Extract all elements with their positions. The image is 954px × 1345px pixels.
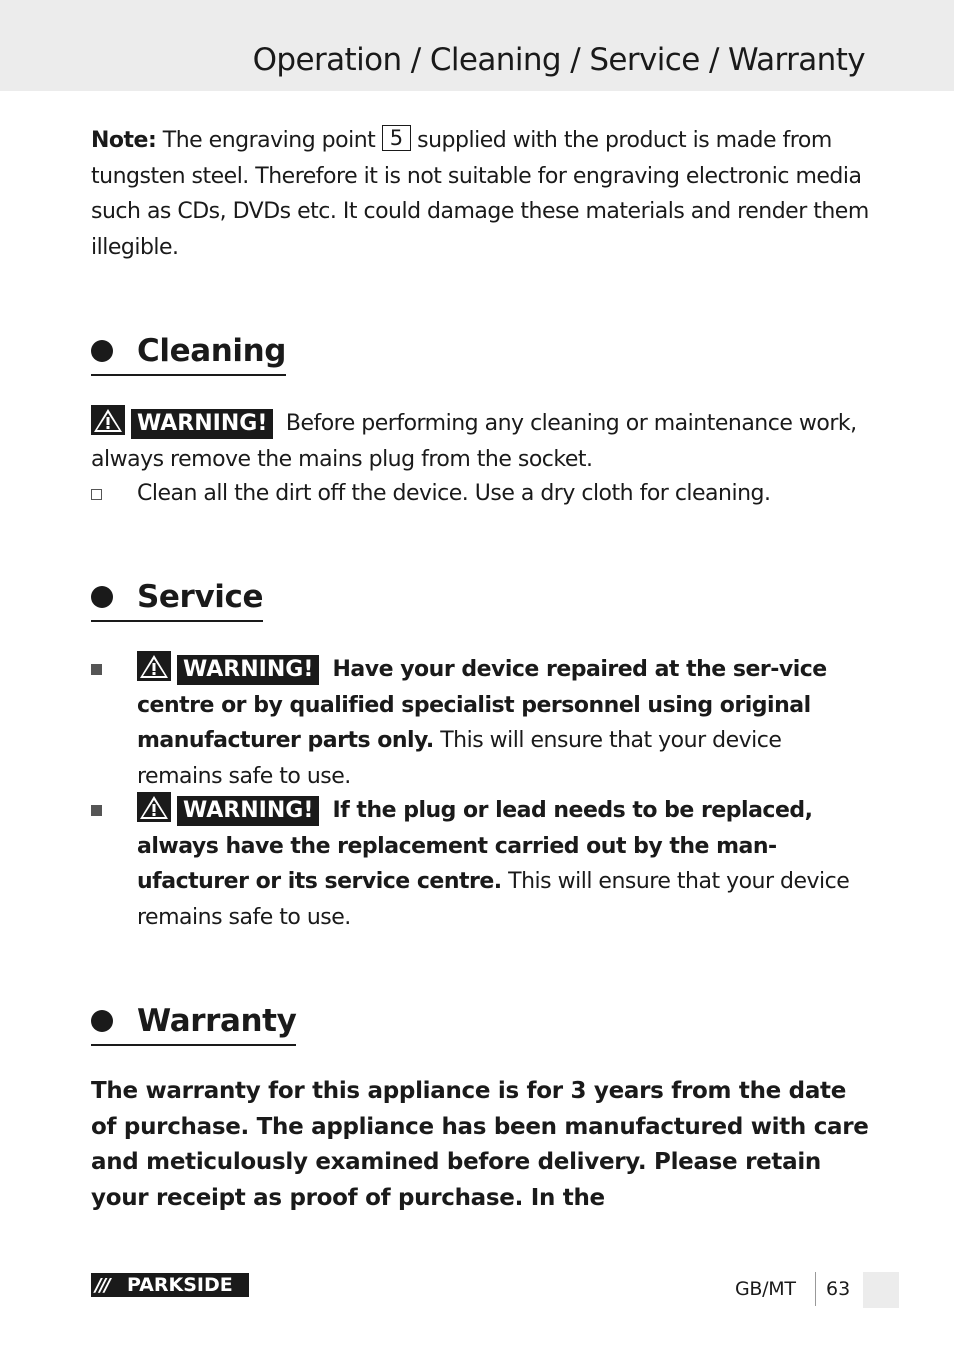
service-item-bold-text: Have your device repaired at the ser-vice centre or by qualified specialist personnel using original manufacturer parts only. xyxy=(137,657,827,753)
cleaning-item-text: Clean all the dirt off the device. Use a dry cloth for cleaning. xyxy=(137,481,771,506)
note-label: Note: xyxy=(91,128,157,153)
note-text-after: supplied with the product is made from tungsten steel. Therefore it is not suitable for engraving electronic media such as CDs, DVDs etc. It could damage these materials and render them illegible. xyxy=(91,128,869,260)
warning-label: WARNING! xyxy=(177,796,319,826)
service-item-bold-text: If the plug or lead needs to be replaced, always have the replacement carried out by the man-ufacturer or its service centre. xyxy=(137,798,813,894)
warning-triangle-icon xyxy=(137,651,171,681)
bullet-dot-icon xyxy=(91,340,113,362)
bullet-dot-icon xyxy=(91,1010,113,1032)
page-number: 63 xyxy=(826,1278,851,1300)
service-list-item xyxy=(91,792,871,935)
section-heading-cleaning xyxy=(91,328,286,376)
checkbox-bullet-icon xyxy=(91,489,102,500)
footer-grey-box xyxy=(863,1272,899,1308)
page-header-title: Operation / Cleaning / Service / Warranty xyxy=(252,42,865,78)
cleaning-warning-text: Before performing any cleaning or maintenance work, always remove the mains plug from the socket. xyxy=(91,411,857,472)
square-bullet-icon xyxy=(91,805,102,816)
section-heading-warranty xyxy=(91,998,296,1046)
warranty-paragraph: The warranty for this appliance is for 3 years from the date of purchase. The appliance has been manufactured with care and meticulously examined before delivery. Please retain your receipt as proof of purchase. In the xyxy=(91,1078,869,1211)
parkside-logo xyxy=(91,1273,249,1297)
service-item-normal-text: This will ensure that your device remains safe to use. xyxy=(137,728,782,789)
bullet-dot-icon xyxy=(91,586,113,608)
section-heading-service xyxy=(91,574,263,622)
service-heading-text: Service xyxy=(137,579,264,615)
logo-stripes: /// xyxy=(95,1274,109,1296)
service-list-item xyxy=(91,651,871,794)
cleaning-heading-text: Cleaning xyxy=(137,333,287,369)
footer-divider xyxy=(815,1272,816,1306)
warranty-heading-text: Warranty xyxy=(137,1003,297,1039)
warning-triangle-icon xyxy=(91,405,125,435)
note-paragraph xyxy=(91,123,871,265)
service-item-text xyxy=(137,651,871,794)
cleaning-warning-paragraph xyxy=(91,405,871,477)
service-item-text xyxy=(137,792,871,935)
warning-label: WARNING! xyxy=(177,655,319,685)
cleaning-list-item xyxy=(91,476,871,512)
footer-language-code: GB/MT xyxy=(735,1278,796,1300)
warning-triangle-icon xyxy=(137,792,171,822)
service-item-normal-text: This will ensure that your device remains safe to use. xyxy=(137,869,850,930)
square-bullet-icon xyxy=(91,664,102,675)
warning-label: WARNING! xyxy=(131,409,273,439)
reference-number-box: 5 xyxy=(382,125,411,151)
logo-brand-text: PARKSIDE xyxy=(127,1274,233,1296)
note-text-before: The engraving point xyxy=(156,128,382,153)
